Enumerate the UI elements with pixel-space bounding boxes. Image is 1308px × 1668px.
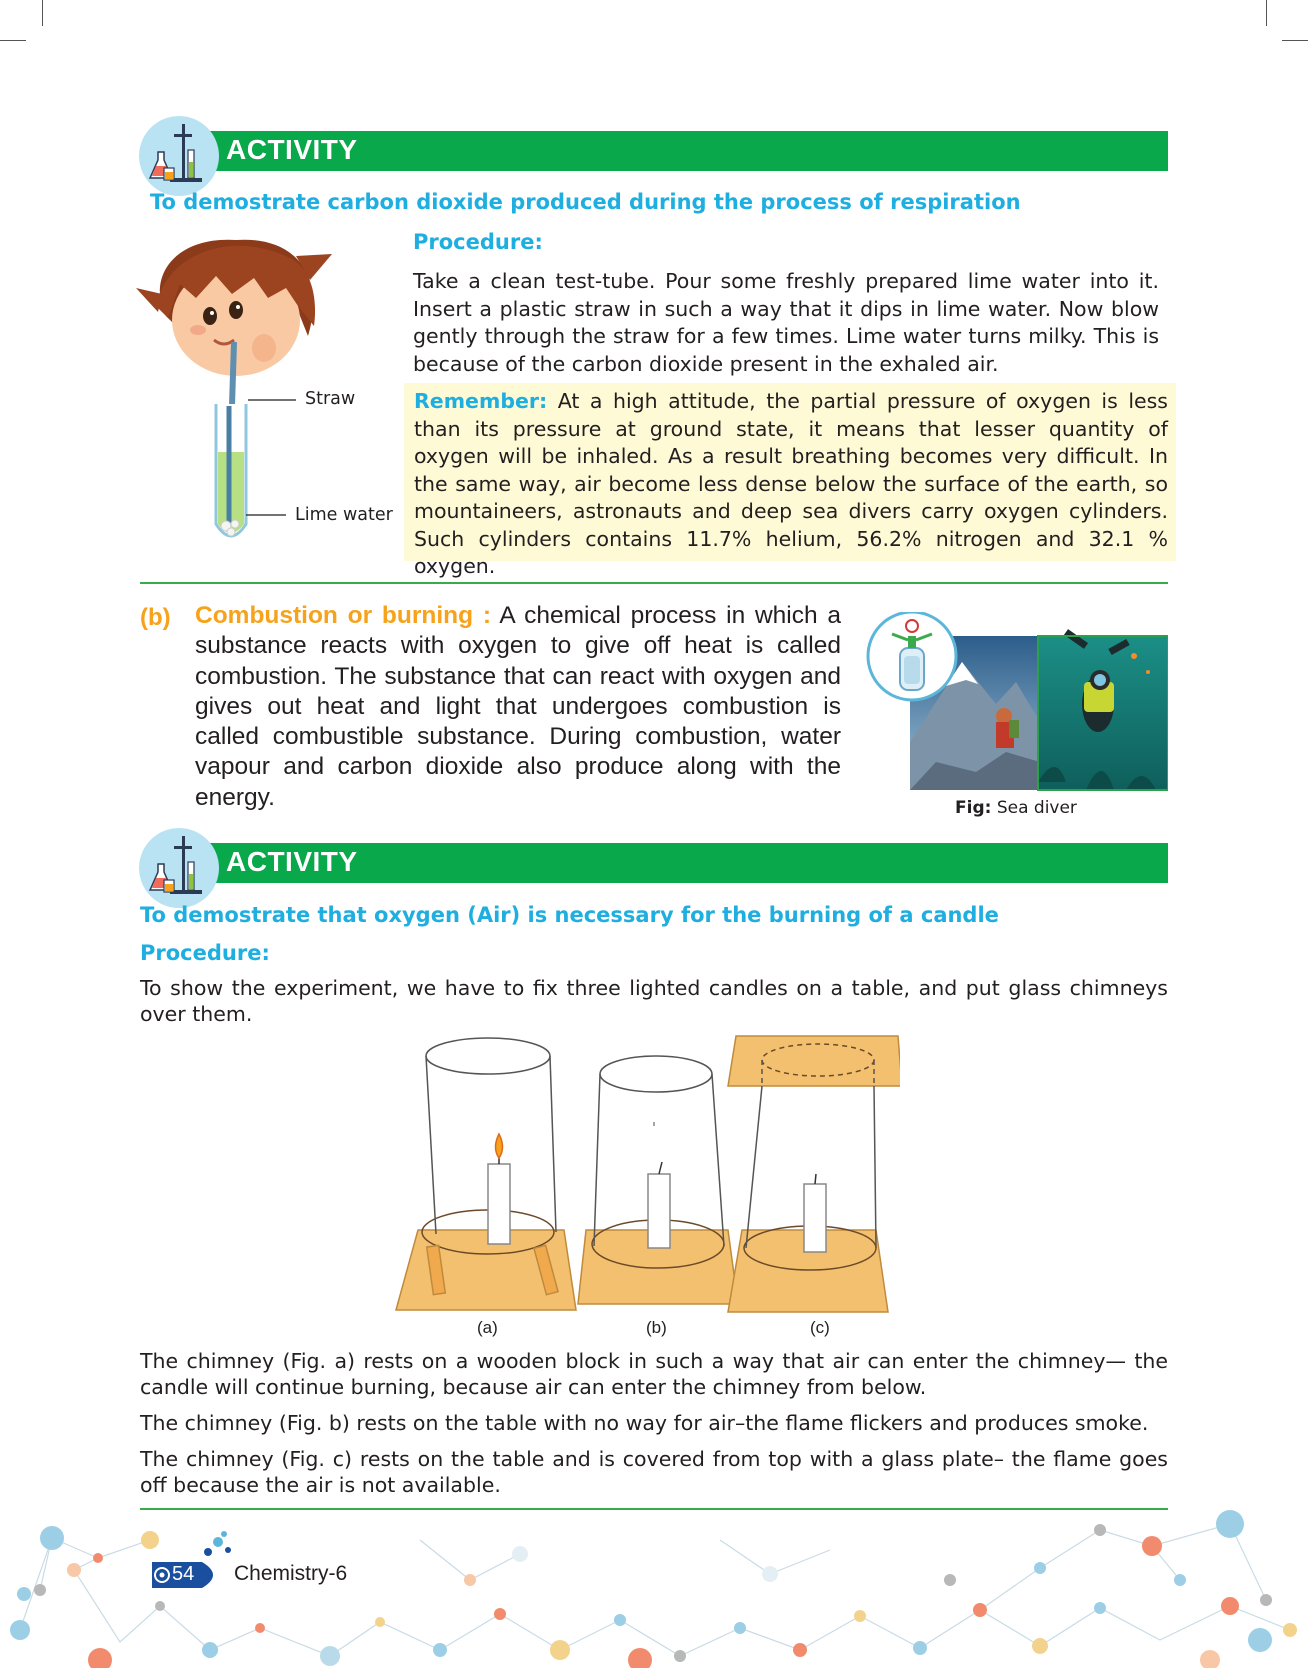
combustion-text — [195, 601, 841, 813]
remember-text — [414, 388, 1168, 581]
figure-label-b: (b) — [646, 1318, 667, 1337]
lab-flask-icon — [136, 826, 222, 912]
activity-banner — [202, 843, 1168, 883]
combustion-body: A chemical process in which a substance reacts with oxygen to give off heat is called combustion. The substance that can react with oxygen and gives out heat and light that undergoes combustion is called combustible substance. During combustion, water vapour and carbon dioxide also produce along with the energy. — [195, 602, 841, 811]
combustion-title: Combustion or burning : — [195, 602, 491, 629]
crop-mark — [1282, 40, 1308, 41]
crop-mark — [0, 40, 26, 41]
straw-label: Straw — [305, 389, 356, 409]
figure-caption — [955, 798, 1077, 818]
caption-text: Sea diver — [996, 798, 1077, 818]
caption-label: Fig: — [955, 798, 992, 818]
procedure-label: Procedure: — [413, 230, 543, 254]
bubbles-icon — [200, 1530, 240, 1560]
procedure-text: To show the experiment, we have to fix three lighted candles on a table, and put glass chimneys over them. — [140, 976, 1168, 1026]
page-number: 54 — [172, 1563, 195, 1585]
book-subject: Chemistry-6 — [234, 1562, 348, 1585]
mountaineer-and-sea-diver-image — [866, 612, 1168, 792]
activity-heading: To demostrate that oxygen (Air) is necessary for the burning of a candle — [140, 903, 999, 927]
activity-heading: To demostrate carbon dioxide produced during the process of respiration — [150, 190, 1021, 214]
section-divider — [140, 582, 1168, 584]
figure-label-a: (a) — [477, 1318, 498, 1337]
remember-body: At a high attitude, the partial pressure of oxygen is less than its pressure at ground state, it means that lesser quantity of oxygen will be inhaled. As a result breathing becomes very difficult. In the same way, air become less dense below the surface of the earth, so mountaineers, astronauts and deep sea divers carry oxygen cylinders. Such cylinders contains 11.7% helium, 56.2% nitrogen and 32.1 % oxygen. — [414, 389, 1168, 578]
explanation-paragraph: The chimney (Fig. c) rests on the table and is covered from top with a glass plate– the flame goes off because the air is not available. — [140, 1447, 1168, 1497]
section-marker: (b) — [140, 604, 171, 631]
activity-title: ACTIVITY — [226, 134, 358, 165]
remember-label: Remember: — [414, 389, 548, 413]
explanation-paragraph: The chimney (Fig. a) rests on a wooden block in such a way that air can enter the chimney— the candle will continue burning, because air can enter the chimney from below. — [140, 1349, 1168, 1399]
candle-chimney-experiment-illustration — [390, 1034, 900, 1314]
crop-mark — [1266, 0, 1267, 26]
procedure-text: Take a clean test-tube. Pour some freshly prepared lime water into it. Insert a plastic straw in such a way that it dips in lime water. Now blow gently through the straw for a few times. Lime water turns milky. This is because of the carbon dioxide present in the exhaled air. — [413, 269, 1159, 376]
lime-water-label: Lime water — [295, 505, 393, 525]
crop-mark — [42, 0, 43, 26]
lab-flask-icon — [136, 114, 222, 200]
procedure-label: Procedure: — [140, 941, 270, 965]
figure-label-c: (c) — [810, 1318, 830, 1337]
activity-banner — [202, 131, 1168, 171]
explanation-paragraph: The chimney (Fig. b) rests on the table with no way for air–the flame flickers and produces smoke. — [140, 1411, 1149, 1435]
activity-title: ACTIVITY — [226, 846, 358, 877]
